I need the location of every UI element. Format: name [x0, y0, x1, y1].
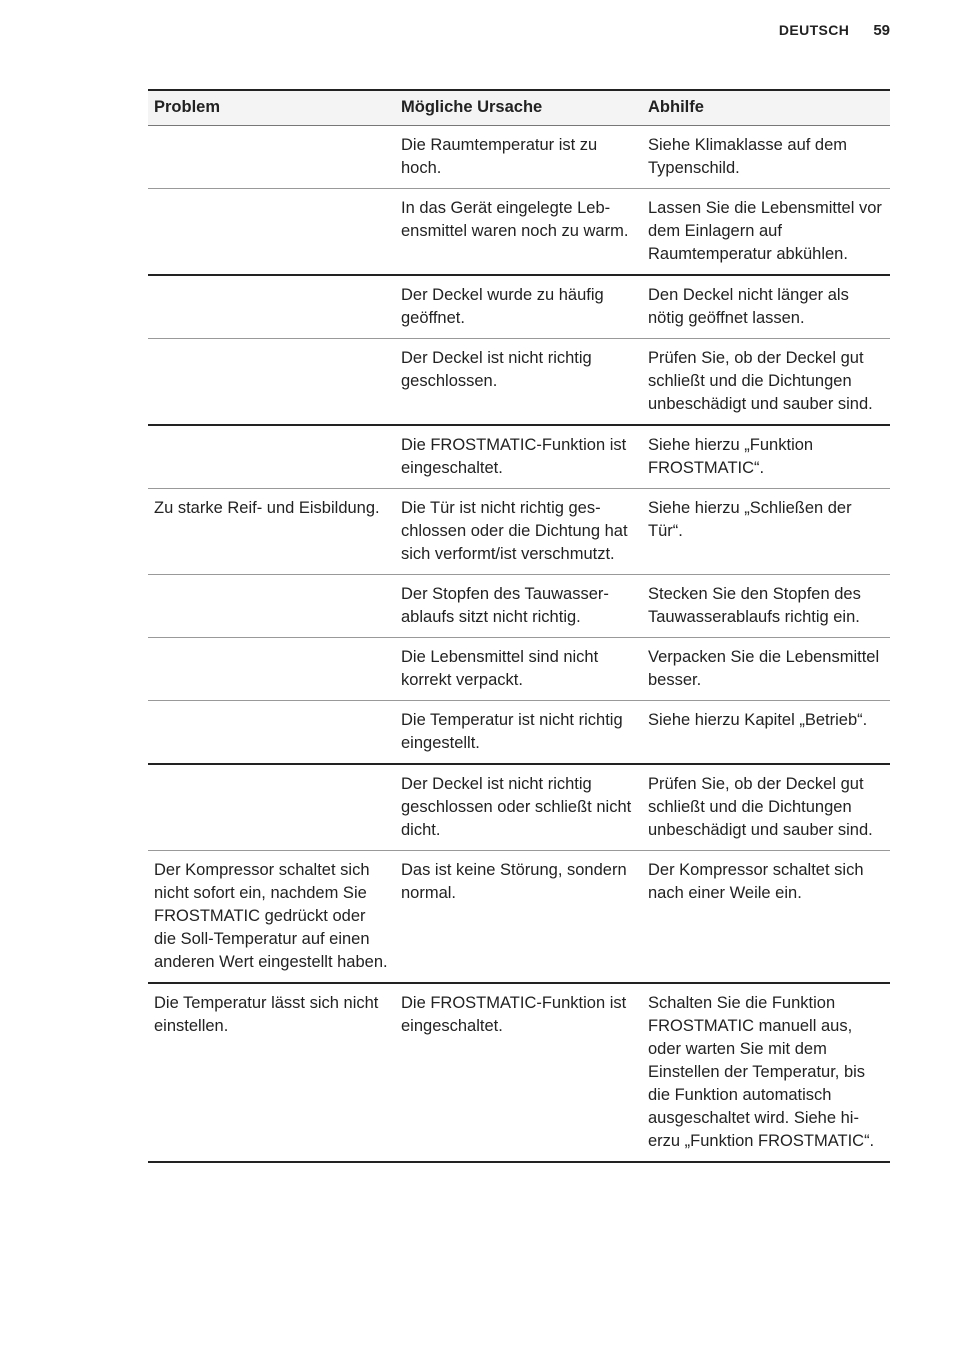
cell-remedy: Lassen Sie die Lebensmittel vor dem Einlagern auf Raumtemperatur abkühlen.: [642, 189, 890, 276]
cell-problem: [148, 275, 395, 339]
table-header-row: [148, 90, 890, 126]
cell-remedy: Prüfen Sie, ob der Deckel gut schließt und die Dichtungen unbeschädigt und sauber sind.: [642, 339, 890, 426]
cell-cause: Die Raumtemperatur ist zu hoch.: [395, 126, 642, 189]
cell-problem: [148, 126, 395, 189]
cell-problem: Die Temperatur lässt sich nicht einstellen.: [148, 983, 395, 1162]
language-label: DEUTSCH: [778, 22, 850, 38]
table-row: [148, 126, 890, 189]
cell-remedy: Prüfen Sie, ob der Deckel gut schließt und die Dichtungen unbeschädigt und sauber sind.: [642, 764, 890, 851]
cell-problem: Zu starke Reif- und Eisbildung.: [148, 489, 395, 575]
cell-cause: In das Gerät eingelegte Lebensmittel waren noch zu warm.: [395, 189, 642, 276]
cell-problem: [148, 764, 395, 851]
cell-cause: Die Tür ist nicht richtig geschlossen oder die Dichtung hat sich verformt/ist verschmutzt.: [395, 489, 642, 575]
column-header-remedy: Abhilfe: [648, 98, 704, 116]
table-row: [148, 339, 890, 426]
cell-remedy: Siehe hierzu „Schließen der Tür“.: [642, 489, 890, 575]
cell-remedy: Verpacken Sie die Lebensmittel besser.: [642, 638, 890, 701]
table-row: [148, 851, 890, 984]
troubleshooting-table: [148, 89, 890, 1163]
table-row: [148, 764, 890, 851]
cell-remedy: Siehe hierzu Kapitel „Betrieb“.: [642, 701, 890, 765]
cell-remedy: Siehe Klimaklasse auf dem Typenschild.: [642, 126, 890, 189]
cell-cause: Der Deckel ist nicht richtig geschlossen.: [395, 339, 642, 426]
page-number: 59: [873, 22, 890, 39]
table-row: [148, 275, 890, 339]
cell-problem: [148, 638, 395, 701]
cell-cause: Die FROSTMATIC-Funktion ist eingeschaltet.: [395, 425, 642, 489]
cell-remedy: Schalten Sie die Funktion FROSTMATIC manuell aus, oder warten Sie mit dem Einstellen der Temperatur, bis die Funktion automatisch ausgeschaltet wird. Siehe hierzu „Funktion FROSTMATIC“.: [642, 983, 890, 1162]
cell-cause: Die FROSTMATIC-Funktion ist eingeschaltet.: [395, 983, 642, 1162]
cell-remedy: Der Kompressor schaltet sich nach einer Weile ein.: [642, 851, 890, 984]
table-row: [148, 189, 890, 276]
table-row: [148, 701, 890, 765]
table-row: [148, 638, 890, 701]
table-row: [148, 983, 890, 1162]
table-row: [148, 575, 890, 638]
cell-problem: [148, 189, 395, 276]
cell-remedy: Stecken Sie den Stopfen des Tauwasserablaufs richtig ein.: [642, 575, 890, 638]
cell-cause: Der Deckel wurde zu häufig geöffnet.: [395, 275, 642, 339]
page-header: [779, 22, 890, 39]
cell-cause: Das ist keine Störung, sondern normal.: [395, 851, 642, 984]
cell-cause: Die Temperatur ist nicht richtig eingestellt.: [395, 701, 642, 765]
cell-problem: [148, 575, 395, 638]
cell-cause: Der Stopfen des Tauwasserablaufs sitzt nicht richtig.: [395, 575, 642, 638]
table-row: [148, 425, 890, 489]
cell-cause: Der Deckel ist nicht richtig geschlossen oder schließt nicht dicht.: [395, 764, 642, 851]
cell-problem: [148, 425, 395, 489]
table-row: [148, 489, 890, 575]
column-header-cause: Mögliche Ursache: [401, 98, 543, 116]
cell-problem: Der Kompressor schaltet sich nicht sofort ein, nachdem Sie FROSTMATIC gedrückt oder die Soll-Temperatur auf einen anderen Wert eingestellt haben.: [148, 851, 395, 984]
cell-remedy: Den Deckel nicht länger als nötig geöffnet lassen.: [642, 275, 890, 339]
cell-problem: [148, 701, 395, 765]
cell-cause: Die Lebensmittel sind nicht korrekt verpackt.: [395, 638, 642, 701]
cell-problem: [148, 339, 395, 426]
cell-remedy: Siehe hierzu „Funktion FROSTMATIC“.: [642, 425, 890, 489]
column-header-problem: Problem: [154, 98, 221, 116]
